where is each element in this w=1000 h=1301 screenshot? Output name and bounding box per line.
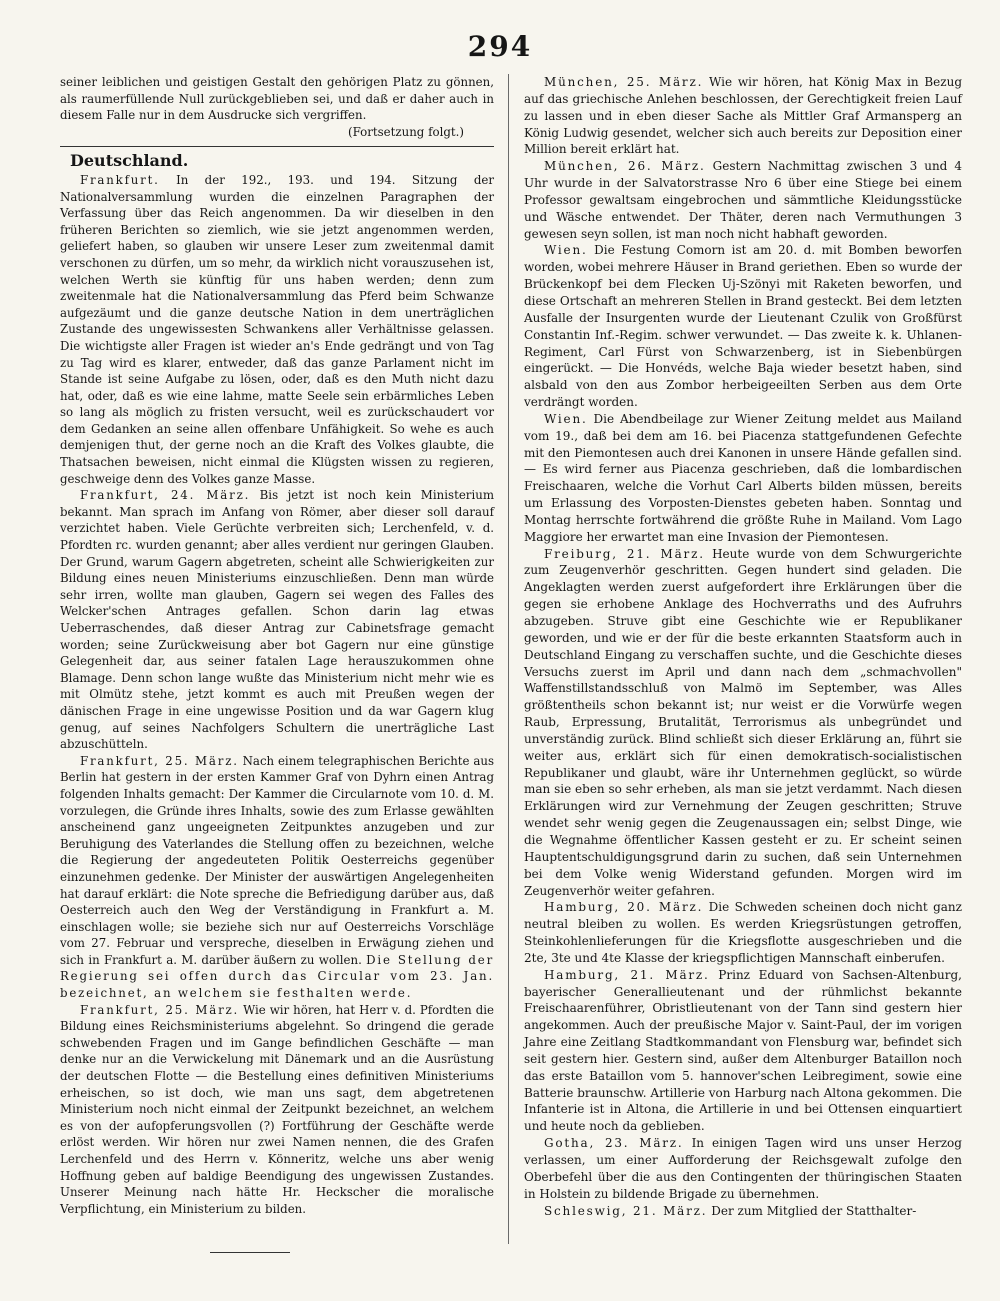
column-divider	[508, 74, 509, 1244]
article-dateline: München, 26. März.	[544, 159, 706, 174]
article-text: Heute wurde von dem Schwurgerichte zum Zeugenverhör geschritten. Gegen hundert sind geladen. Die Angeklagten werden zuerst aufgefordert ihre Erklärungen über die gegen sie erhobene Anklage des Hochverraths und des Aufruhrs abzugeben. Struve gibt eine Geschichte wie er Republikaner geworden, und wie er der für die beste erkannten Staatsform auch in Deutschland Eingang zu verschaffen suchte, und die Geschichte dieses Versuchs zuerst im April und dann nach dem „schmachvollen" Waffenstillstandsschluß von Malmö im September, was Alles größtentheils schon bekannt ist; nur weist er die Vorwürfe wegen Raub, Erpressung, Brutalität, Terrorismus als unbegründet und unverständig zurück. Blind schließt sich dieser Erklärung an, führt sie weiter aus, erklärt sich für einen demokratisch-socialistischen Republikaner und glaubt, wäre ihr Unternehmen geglückt, so würde man sie eben so sehr erheben, als man sie jetzt verdammt. Nach diesen Erklärungen wird zur Vernehmung der Zeugen geschritten; Struve wendet sehr wenig gegen die Zeugenaussagen ein; selbst Dinge, wie die Wegnahme öffentlicher Kassen gesteht er zu. Er scheint seinen Hauptentschuldigungsgrund darin zu suchen, daß sein Unternehmen bei dem Volke wenig Widerstand gefunden. Morgen wird im Zeugenverhör weiter gefahren.	[524, 546, 962, 898]
article-dateline: Wien.	[544, 411, 588, 426]
article-dateline: Gotha, 23. März.	[544, 1136, 684, 1151]
article	[524, 546, 962, 900]
section-divider	[60, 146, 494, 147]
article-dateline: Frankfurt, 25. März.	[80, 753, 239, 768]
article	[60, 487, 494, 753]
article-dateline: Freiburg, 21. März.	[544, 546, 705, 561]
article-text: In einigen Tagen wird uns unser Herzog verlassen, um einer Aufforderung der Reichsgewalt zufolge den Oberbefehl über die aus den Contingenten der thüringischen Staaten in Holstein zu bildende Brigade zu übernehmen.	[524, 1136, 962, 1201]
article	[524, 242, 962, 410]
article	[60, 172, 494, 487]
article-dateline: Hamburg, 20. März.	[544, 900, 704, 915]
article-dateline: Wien.	[544, 243, 588, 258]
article	[524, 158, 962, 242]
article-dateline: Frankfurt, 25. März.	[80, 1002, 240, 1017]
continuation-text: seiner leiblichen und geistigen Gestalt den gehörigen Platz zu gönnen, als raumerfüllende Null zurückgeblieben sei, und daß er daher auch in diesem Falle nur in dem Ausdrucke sich vergriffen.	[60, 75, 494, 123]
article	[524, 899, 962, 966]
article-text: Bis jetzt ist noch kein Ministerium bekannt. Man sprach im Anfang von Römer, aber dieser soll darauf verzichtet haben. Viele Gerüchte verbreiten sich; Lerchenfeld, v. d. Pfordten rc. wurden genannt; aber alles verdient nur geringen Glauben. Der Grund, warum Gagern abgetreten, scheint alle Schwierigkeiten zur Bildung eines neuen Ministeriums einzuschließen. Denn man würde sehr irren, wollte man glauben, Gagern sei wegen des Falles des Welcker'schen Antrages gefallen. Schon darin lag etwas Ueberraschendes, daß dieser Antrag zur Cabinetsfrage gemacht worden; seine Zurückweisung aber bot Gagern nur eine günstige Gelegenheit dar, aus seiner fatalen Lage herauszukommen ohne Blamage. Denn schon lange wußte das Ministerium nicht mehr wie es mit Olmütz stehe, jetzt kommt es auch mit Preußen wegen der dänischen Frage in eine ungewisse Position und da war Gagern klug genug, auf seines Nachfolgers Schultern die unerträgliche Last abzuschütteln.	[60, 488, 495, 752]
left-column	[60, 74, 494, 1217]
article	[524, 74, 962, 158]
article	[524, 967, 962, 1135]
article-text: Nach einem telegraphischen Berichte aus Berlin hat gestern in der ersten Kammer Graf von Dyhrn einen Antrag folgenden Inhalts gemacht: Der Kammer die Circularnote vom 10. d. M. vorzulegen, die Gründe ihres Inhalts, sowie des zum Erlasse gewählten anscheinend ganz ungeeigneten Zeitpunktes anzugeben und zur Beruhigung des Vaterlandes die Stellung offen zu bezeichnen, welche die Regierung der angedeuteten Politik Oesterreichs gegenüber einzunehmen gedenke. Der Minister der auswärtigen Angelegenheiten hat darauf erklärt: die Note spreche die Befriedigung darüber aus, daß Oesterreich auch den Weg der Verständigung in Frankfurt a. M. einschlagen wolle; sie beziehe sich nur auf Oesterreichs Vorschläge vom 27. Februar und verspreche, dieselben in Erwägung ziehen und sich in Frankfurt a. M. darüber äußern zu wollen.	[60, 753, 495, 967]
article-dateline: Frankfurt, 24. März.	[80, 488, 251, 503]
continuation-note: (Fortsetzung folgt.)	[348, 124, 464, 139]
section-title: Deutschland.	[70, 151, 189, 171]
article-text: Die Schweden scheinen doch nicht ganz neutral bleiben zu wollen. Es werden Kriegsrüstungen getroffen, Steinkohlenlieferungen für die Kriegsflotte ausgeschrieben und die 2te, 3te und 4te Klasse der kriegspflichtigen Mannschaft einberufen.	[524, 900, 962, 965]
article-text: In der 192., 193. und 194. Sitzung der Nationalversammlung wurden die einzelnen Paragraphen der Verfassung über das Reich angenommen. Da wir dieselben in den früheren Berichten so ziemlich, wie sie jetzt angenommen werden, geliefert haben, so glauben wir unsere Leser zum zweitenmal damit verschonen zu dürfen, um so mehr, da wirklich nicht vorauszusehen ist, welchen Werth sie künftig für uns haben werden; denn zum zweitenmale hat die Nationalversammlung das Pferd beim Schwanze aufgezäumt und die ganze deutsche Nation in dem unerträglichen Zustande des ungewissesten Schwankens aller Verhältnisse gelassen. Die wichtigste aller Fragen ist wieder an's Ende gedrängt und von Tag zu Tag wird es klarer, entweder, daß das ganze Parlament nicht im Stande ist seine Aufgabe zu lösen, oder, daß es den Muth nicht dazu hat, oder, daß es wie eine lahme, matte Seele sein erbärmliches Leben so lang als möglich zu fristen versucht, weil es zurückschaudert vor dem Gedanken an seine allen offenbare Unfähigkeit. So wehe es auch demjenigen thut, der gerne noch an die Kraft des Volkes glaubte, die Thatsachen beweisen, nicht einmal die Klügsten wissen zu regieren, geschweige denn des Volkes ganze Masse.	[60, 172, 494, 486]
article-text: Die Abendbeilage zur Wiener Zeitung meldet aus Mailand vom 19., daß bei dem am 16. bei Piacenza stattgefundenen Gefechte mit den Piemontesen auch drei Kanonen in unsere Hände gefallen sind. — Es wird ferner aus Piacenza geschrieben, daß die lombardischen Freischaaren, welche die Vorhut Carl Alberts bilden müssen, bereits um Erlassung des Vorposten-Dienstes gebeten haben. Sonntag und Montag herrschte fortwährend die größte Ruhe in Mailand. Vom Lago Maggiore her erwartet man eine Invasion der Piemontesen.	[524, 411, 962, 544]
article-text: Prinz Eduard von Sachsen-Altenburg, bayerischer Generallieutenant und der rühmlichst bekannte Freischaarenführer, Obristlieutenant von der Tann sind gestern hier angekommen. Auch der preußische Major v. Saint-Paul, der im vorigen Jahre eine Zeitlang Stadtkommandant von Flensburg war, befindet sich seit gestern hier. Gestern sind, außer dem Altenburger Bataillon noch das erste Bataillon vom 5. hannover'schen Leibregiment, sowie eine Batterie braunschw. Artillerie von Harburg nach Altona gekommen. Die Infanterie ist in Altona, die Artillerie in und bei Ottensen einquartiert und heute noch da geblieben.	[524, 967, 962, 1134]
article-dateline: München, 25. März.	[544, 75, 704, 89]
article	[60, 753, 494, 1002]
article-dateline: Frankfurt.	[80, 172, 160, 187]
article	[524, 411, 962, 546]
article-text: Wie wir hören, hat Herr v. d. Pfordten die Bildung eines Reichsministeriums abgelehnt. So dringend die gerade schwebenden Fragen und im Gange befindlichen Geschäfte — man denke nur an die Verwickelung mit Dänemark und an die Ausrüstung der deutschen Flotte — die Bestellung eines definitiven Ministeriums erheischen, so ist doch, wie man uns sagt, dem abgetretenen Ministerium noch nicht einmal der Zeitpunkt bezeichnet, an welchem es von der aufopferungsvollen (?) Fortführung der Geschäfte werde erlöst werden. Wir hören nur zwei Namen nennen, die des Grafen Lerchenfeld und des Herrn v. Könneritz, welche uns aber wenig Hoffnung geben auf baldige Beendigung des ungewissen Zustandes. Unserer Meinung nach hätte Hr. Heckscher die moralische Verpflichtung, ein Ministerium zu bilden.	[60, 1002, 495, 1216]
article-text-spaced: Die Stellung der Regierung sei offen durch das Circular vom 23. Jan. bezeichnet, an welchem sie festhalten werde.	[60, 952, 495, 1001]
article-text: Wie wir hören, hat König Max in Bezug auf das griechische Anlehen beschlossen, der Gerechtigkeit freien Lauf zu lassen und in eben dieser Sache als Mittler Graf Armansperg an König Ludwig gesendet, welcher sich auch bereits zur Deposition einer Million bereit erklärt hat.	[524, 75, 962, 157]
article	[524, 1135, 962, 1202]
right-column	[524, 74, 962, 1219]
article-text: Der zum Mitglied der Statthalter-	[711, 1203, 917, 1218]
article-dateline: Hamburg, 21. März.	[544, 967, 710, 982]
footer-rule	[210, 1252, 290, 1253]
article	[60, 1002, 494, 1218]
article-dateline: Schleswig, 21. März.	[544, 1203, 708, 1218]
article	[524, 1203, 962, 1220]
article-text: Gestern Nachmittag zwischen 3 und 4 Uhr wurde in der Salvatorstrasse Nro 6 über eine Stiege bei einem Professor gewaltsam eingebrochen und sämmtliche Kleidungsstücke und Wäsche entwendet. Der Thäter, deren nach Vermuthungen 3 gewesen seyn sollen, ist man noch nicht habhaft geworden.	[524, 159, 963, 241]
page-number: 294	[467, 30, 533, 63]
article-text: Die Festung Comorn ist am 20. d. mit Bomben beworfen worden, wobei mehrere Häuser in Brand geriethen. Eben so wurde der Brückenkopf bei dem Flecken Uj-Szönyi mit Raketen beworfen, und diese Ortschaft an mehreren Stellen in Brand gesteckt. Bei dem letzten Ausfalle der Insurgenten wurde der Lieutenant Czulik von Großfürst Constantin Inf.-Regim. schwer verwundet. — Das zweite k. k. Uhlanen-Regiment, Carl Fürst von Schwarzenberg, ist in Siebenbürgen eingerückt. — Die Honvéds, welche Baja wieder besetzt haben, sind alsbald von den aus Zombor herbeigeeilten Serben aus dem Orte verdrängt worden.	[524, 243, 962, 410]
